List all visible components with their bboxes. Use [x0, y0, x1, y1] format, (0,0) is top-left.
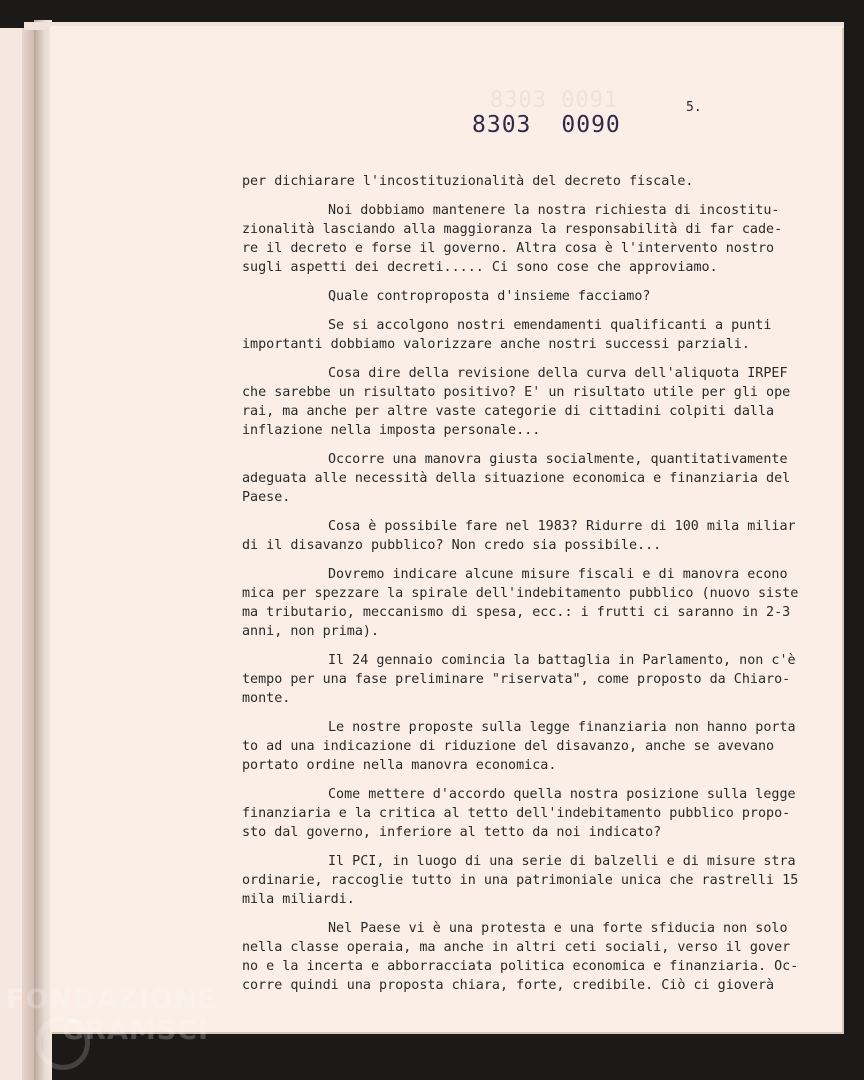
text-line: corre quindi una proposta chiara, forte, credibile. Ciò ci gioverà	[242, 978, 775, 993]
text-line: ordinarie, raccoglie tutto in una patrimoniale unica che rastrelli 15	[242, 873, 799, 888]
text-line: Dovremo indicare alcune misure fiscali e di manovra econo	[328, 567, 788, 582]
text-line: monte.	[242, 691, 291, 706]
text-line: Occorre una manovra giusta socialmente, quantitativamente	[328, 452, 788, 467]
stamp-part-1: 8303	[472, 112, 532, 138]
text-line: finanziaria e la critica al tetto dell'indebitamento pubblico propo-	[242, 806, 791, 821]
paragraph	[242, 316, 802, 354]
text-line: inflazione nella imposta personale...	[242, 423, 541, 438]
text-line: di il disavanzo pubblico? Non credo sia possibile...	[242, 538, 662, 553]
text-line: no e la incerta e abborracciata politica economica e finanziaria. Oc-	[242, 959, 799, 974]
paragraph	[242, 287, 802, 306]
paragraph	[242, 852, 802, 909]
text-line: nella classe operaia, ma anche in altri ceti sociali, verso il gover	[242, 940, 791, 955]
text-line: Il 24 gennaio comincia la battaglia in Parlamento, non c'è	[328, 653, 796, 668]
text-line: Il PCI, in luogo di una serie di balzelli e di misure stra	[328, 854, 796, 869]
stamp-part-2: 0090	[561, 112, 621, 138]
paragraph	[242, 919, 802, 995]
text-line: Nel Paese vi è una protesta e una forte sfiducia non solo	[328, 921, 788, 936]
text-line: rai, ma anche per altre vaste categorie di cittadini colpiti dalla	[242, 404, 775, 419]
text-line: Cosa è possibile fare nel 1983? Ridurre di 100 mila miliar	[328, 519, 796, 534]
text-line: zionalità lasciando alla maggioranza la responsabilità di far cade-	[242, 222, 783, 237]
text-line: Le nostre proposte sulla legge finanziaria non hanno porta	[328, 720, 796, 735]
watermark-line-1: FONDAZIONE	[6, 984, 217, 1015]
text-line: ma tributario, meccanismo di spesa, ecc.: i frutti ci saranno in 2-3	[242, 605, 791, 620]
paragraph	[242, 651, 802, 708]
text-line: anni, non prima).	[242, 624, 380, 639]
paragraph	[242, 718, 802, 775]
text-line: Se si accolgono nostri emendamenti qualificanti a punti	[328, 318, 772, 333]
text-line: Paese.	[242, 490, 291, 505]
paragraph	[242, 172, 802, 191]
typewritten-body	[242, 172, 802, 1005]
paragraph	[242, 785, 802, 842]
text-line: per dichiarare l'incostituzionalità del decreto fiscale.	[242, 174, 694, 189]
text-line: Noi dobbiamo mantenere la nostra richiesta di incostitu-	[328, 203, 780, 218]
paragraph	[242, 565, 802, 641]
text-line: sto dal governo, inferiore al tetto da noi indicato?	[242, 825, 662, 840]
archive-stamp	[472, 112, 621, 138]
paragraph	[242, 517, 802, 555]
text-line: Come mettere d'accordo quella nostra posizione sulla legge	[328, 787, 796, 802]
text-line: mica per spezzare la spirale dell'indebitamento pubblico (nuovo siste	[242, 586, 799, 601]
paragraph	[242, 364, 802, 440]
text-line: Cosa dire della revisione della curva dell'aliquota IRPEF	[328, 366, 788, 381]
left-page-shadow	[22, 28, 34, 1080]
text-line: che sarebbe un risultato positivo? E' un risultato utile per gli ope	[242, 385, 791, 400]
watermark-line-2: GRAMSCI	[62, 1015, 210, 1046]
text-line: portato ordine nella manovra economica.	[242, 758, 557, 773]
watermark	[6, 986, 217, 1044]
paragraph	[242, 450, 802, 507]
text-line: tempo per una fase preliminare "riservata", come proposto da Chiaro-	[242, 672, 791, 687]
text-line: re il decreto e forse il governo. Altra cosa è l'intervento nostro	[242, 241, 775, 256]
text-line: mila miliardi.	[242, 892, 355, 907]
text-line: sugli aspetti dei decreti..... Ci sono cose che approviamo.	[242, 260, 718, 275]
text-line: adeguata alle necessità della situazione economica e finanziaria del	[242, 471, 791, 486]
text-line: to ad una indicazione di riduzione del disavanzo, anche se avevano	[242, 739, 775, 754]
show-through-stamp: 8303 0091	[490, 88, 619, 113]
paragraph	[242, 201, 802, 277]
text-line: Quale controproposta d'insieme facciamo?	[328, 289, 651, 304]
text-line: importanti dobbiamo valorizzare anche nostri successi parziali.	[242, 337, 750, 352]
page-number: 5.	[686, 100, 702, 115]
